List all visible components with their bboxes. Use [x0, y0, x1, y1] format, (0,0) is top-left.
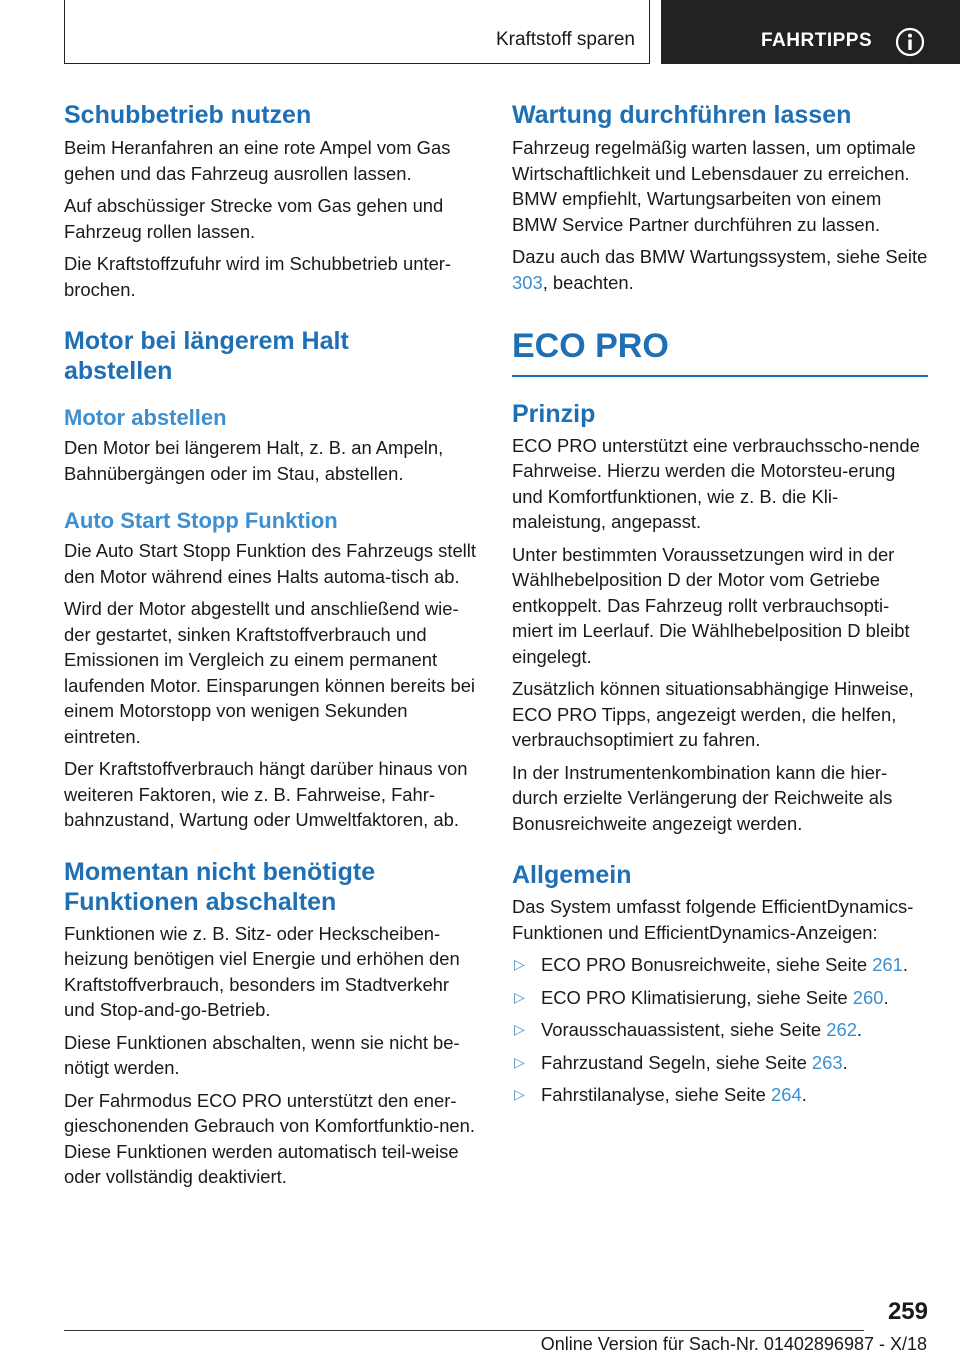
list-item-suffix: .	[842, 1051, 848, 1073]
paragraph: Der Fahrmodus ECO PRO unterstützt den ener‐gieschonenden Gebrauch von Komfortfunktio‐nen. Diese Funktionen werden automatisch teil‐weise oder vollständig deaktiviert.	[64, 1089, 475, 1187]
bullet-triangle-icon: ▷	[514, 988, 525, 1005]
footer-rule	[64, 1330, 864, 1331]
page-link[interactable]: 303	[512, 271, 543, 293]
paragraph: ECO PRO unterstützt eine verbrauchsscho‐nende Fahrweise. Hierzu werden die Motorsteu‐erung und Komfortfunktionen, wie z. B. die Kli‐maleistung, angepasst.	[512, 434, 920, 532]
paragraph: Den Motor bei längerem Halt, z. B. an Ampeln, Bahnübergängen oder im Stau, abstellen.	[64, 437, 444, 484]
paragraph: Die Auto Start Stopp Funktion des Fahrzeugs stellt den Motor während eines Halts automa‐tisch ab.	[64, 540, 476, 587]
bullet-triangle-icon: ▷	[514, 1053, 525, 1070]
list-item-text: Vorausschauassistent, siehe Seite	[541, 1019, 827, 1040]
paragraph: Auf abschüssiger Strecke vom Gas gehen und Fahrzeug rollen lassen.	[64, 195, 444, 242]
heading-eco-pro: ECO PRO	[512, 327, 669, 365]
list-item-suffix: .	[856, 1019, 863, 1040]
info-icon[interactable]	[895, 27, 925, 57]
list-item-text: ECO PRO Klimatisierung, siehe Seite	[541, 986, 853, 1008]
heading-rule	[512, 375, 928, 377]
list-item-text: ECO PRO Bonusreichweite, siehe Seite	[541, 954, 873, 975]
paragraph: Funktionen wie z. B. Sitz- oder Heckscheiben‐heizung benötigen viel Energie und erhöhen den Kraftstoffverbrauch, besonders im Stadtverkehr und Stop-and-go-Betrieb.	[64, 922, 460, 1020]
bullet-triangle-icon: ▷	[514, 1021, 525, 1037]
heading-line: abstellen	[64, 357, 173, 385]
paragraph: Beim Heranfahren an eine rote Ampel vom Gas gehen und das Fahrzeug ausrollen lassen.	[64, 137, 451, 184]
heading-motor-halt	[64, 326, 480, 386]
page-link[interactable]: 262	[826, 1019, 857, 1040]
list-item	[512, 1082, 928, 1108]
list-item-suffix: .	[801, 1084, 807, 1105]
paragraph: Unter bestimmten Voraussetzungen wird in der Wählhebelposition D der Motor vom Getriebe entkoppelt. Das Fahrzeug rollt verbrauchsopti‐miert im Leerlauf. Die Wählhebelposition D bleibt eingelegt.	[512, 543, 910, 667]
page-link[interactable]: 263	[811, 1051, 843, 1073]
heading-line: Funktionen abschalten	[64, 887, 337, 916]
list-item	[512, 985, 928, 1011]
left-column	[64, 100, 480, 1190]
right-column	[512, 100, 928, 1108]
paragraph: Der Kraftstoffverbrauch hängt darüber hinaus von weiteren Faktoren, wie z. B. Fahrweise, Fahr‐bahnzustand, Wartung oder Umweltfaktoren, ab.	[64, 758, 468, 830]
page-link[interactable]: 264	[771, 1084, 802, 1105]
heading-prinzip: Prinzip	[512, 399, 596, 428]
paragraph: Das System umfasst folgende EfficientDynamics-Funktionen und EfficientDynamics-Anzeigen:	[512, 896, 914, 943]
list-item-suffix: .	[902, 954, 908, 975]
paragraph: In der Instrumentenkombination kann die hier‐durch erzielte Verlängerung der Reichweite als Bonusreichweite angezeigt werden.	[512, 761, 893, 834]
list-item	[512, 952, 928, 978]
subheading-auto-start-stopp: Auto Start Stopp Funktion	[64, 508, 338, 533]
heading-wartung: Wartung durchführen lassen	[512, 101, 852, 129]
header-section-title: Kraftstoff sparen	[495, 29, 635, 50]
function-list	[512, 952, 928, 1108]
header-chapter-tab[interactable]	[661, 0, 960, 64]
page-link[interactable]: 261	[872, 954, 903, 975]
paragraph: Die Kraftstoffzufuhr wird im Schubbetrieb unter‐brochen.	[64, 253, 452, 300]
header-chapter-title: FAHRTIPPS	[761, 30, 873, 51]
paragraph: Fahrzeug regelmäßig warten lassen, um optimale Wirtschaftlichkeit und Lebensdauer zu erreichen. BMW empfiehlt, Wartungsarbeiten von einem BMW Service Partner durchführen zu lassen.	[512, 137, 916, 235]
text: Dazu auch das BMW Wartungssystem, siehe Seite	[512, 246, 928, 267]
subheading-motor-abstellen: Motor abstellen	[64, 405, 227, 430]
heading-allgemein: Allgemein	[512, 861, 632, 889]
paragraph: Diese Funktionen abschalten, wenn sie nicht be‐nötigt werden.	[64, 1031, 460, 1078]
heading-line: Motor bei längerem Halt	[64, 327, 349, 355]
bullet-triangle-icon: ▷	[514, 956, 525, 972]
list-item	[512, 1017, 928, 1043]
list-item-suffix: .	[883, 986, 889, 1008]
list-item-text: Fahrstilanalyse, siehe Seite	[541, 1084, 771, 1105]
header-section-box	[64, 0, 650, 64]
list-item-text: Fahrzustand Segeln, siehe Seite	[541, 1051, 812, 1073]
paragraph: Zusätzlich können situationsabhängige Hinweise, ECO PRO Tipps, angezeigt werden, die helfen, verbrauchsoptimiert zu fahren.	[512, 678, 914, 750]
paragraph: Wird der Motor abgestellt und anschließend wie‐der gestartet, sinken Kraftstoffverbrauch und Emissionen im Vergleich zu einem permanent laufenden Motor. Einsparungen können bereits bei einem Motorstopp von wenigen Sekunden eintreten.	[64, 598, 476, 747]
page-link[interactable]: 260	[852, 986, 884, 1008]
heading-schubbetrieb: Schubbetrieb nutzen	[64, 101, 312, 129]
list-item	[512, 1050, 928, 1076]
bullet-triangle-icon: ▷	[514, 1086, 525, 1102]
heading-momentan	[64, 857, 480, 917]
paragraph	[512, 244, 928, 295]
text: , beachten.	[542, 271, 634, 293]
page-number: 259	[887, 1298, 928, 1325]
heading-line: Momentan nicht benötigte	[64, 857, 376, 886]
online-version-text: Online Version für Sach-Nr. 01402896987 - X/18	[540, 1334, 927, 1354]
